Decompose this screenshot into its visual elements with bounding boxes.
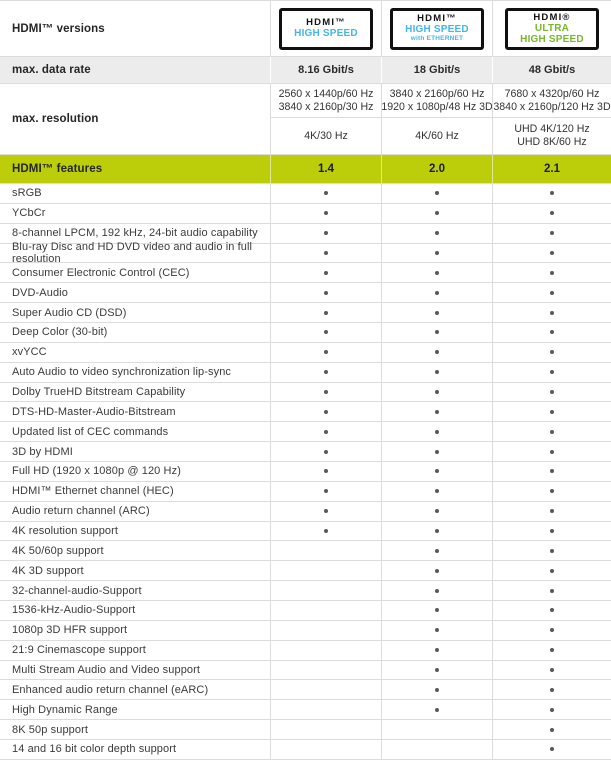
support-dot-icon <box>435 589 439 593</box>
support-cell <box>381 482 492 501</box>
table-row <box>0 680 611 700</box>
feature-label: Multi Stream Audio and Video support <box>12 664 201 677</box>
support-dot-icon <box>435 549 439 553</box>
feature-label: 4K 50/60p support <box>12 544 104 557</box>
resolution-line: 3840 x 2160p/30 Hz <box>278 100 374 113</box>
feature-label: 1080p 3D HFR support <box>12 624 128 637</box>
support-cell <box>270 402 381 421</box>
table-row <box>0 462 611 482</box>
table-row <box>0 343 611 363</box>
support-cell <box>270 323 381 342</box>
data-rate-value: 8.16 Gbit/s <box>270 57 381 83</box>
support-cell <box>381 323 492 342</box>
support-cell <box>381 263 492 282</box>
support-cell <box>381 541 492 560</box>
support-dot-icon <box>435 191 439 195</box>
table-row <box>0 383 611 403</box>
versions-label: HDMI™ versions <box>12 22 105 35</box>
support-dot-icon <box>324 350 328 354</box>
support-dot-icon <box>550 728 554 732</box>
support-cell <box>381 462 492 481</box>
table-row <box>0 720 611 740</box>
feature-label: 4K 3D support <box>12 564 84 577</box>
features-header-label: HDMI™ features <box>12 163 103 175</box>
support-cell <box>270 224 381 243</box>
resolution-line: 1920 x 1080p/48 Hz 3D <box>381 100 493 113</box>
feature-label: Full HD (1920 x 1080p @ 120 Hz) <box>12 465 181 478</box>
feature-label: 3D by HDMI <box>12 445 73 458</box>
table-row <box>0 303 611 323</box>
resolution-line: 3840 x 2160p/120 Hz 3D <box>493 100 611 113</box>
support-dot-icon <box>550 410 554 414</box>
support-dot-icon <box>435 708 439 712</box>
support-dot-icon <box>435 410 439 414</box>
feature-label: 32-channel-audio-Support <box>12 584 142 597</box>
table-row <box>0 283 611 303</box>
resolution-line: UHD 4K/120 Hz <box>514 123 590 135</box>
support-dot-icon <box>550 589 554 593</box>
resolution-cell <box>381 84 492 117</box>
support-dot-icon <box>550 291 554 295</box>
support-dot-icon <box>550 688 554 692</box>
badge-speed-label: HIGH SPEED <box>520 33 584 45</box>
support-dot-icon <box>550 191 554 195</box>
support-cell <box>492 224 611 243</box>
table-row <box>0 641 611 661</box>
hdmi-ultra-high-speed-badge <box>505 8 599 50</box>
support-cell <box>270 680 381 699</box>
support-dot-icon <box>435 291 439 295</box>
support-cell <box>381 522 492 541</box>
support-dot-icon <box>435 430 439 434</box>
support-cell <box>492 462 611 481</box>
support-cell <box>492 303 611 322</box>
resolution-cell <box>381 118 492 154</box>
support-dot-icon <box>324 390 328 394</box>
support-cell <box>381 184 492 203</box>
feature-label: Audio return channel (ARC) <box>12 505 150 518</box>
table-row <box>0 541 611 561</box>
data-rate-label: max. data rate <box>12 64 91 76</box>
support-cell <box>270 343 381 362</box>
resolution-cell <box>270 118 381 154</box>
support-dot-icon <box>324 211 328 215</box>
support-cell <box>381 343 492 362</box>
support-dot-icon <box>550 211 554 215</box>
badge-ultra-label: ULTRA <box>534 22 570 34</box>
badge-speed-label: HIGH SPEED <box>294 28 358 39</box>
support-dot-icon <box>550 390 554 394</box>
support-dot-icon <box>435 608 439 612</box>
support-cell <box>270 204 381 223</box>
support-dot-icon <box>324 430 328 434</box>
support-cell <box>492 244 611 263</box>
support-dot-icon <box>550 489 554 493</box>
support-cell <box>492 323 611 342</box>
support-dot-icon <box>550 708 554 712</box>
support-cell <box>270 462 381 481</box>
table-row <box>0 263 611 283</box>
support-cell <box>492 442 611 461</box>
resolution-line: 4K/60 Hz <box>415 129 459 142</box>
resolution-line: 4K/30 Hz <box>304 129 348 142</box>
table-row <box>0 363 611 383</box>
support-dot-icon <box>435 311 439 315</box>
support-cell <box>492 402 611 421</box>
version-number-1-4: 1.4 <box>270 155 381 183</box>
support-cell <box>492 502 611 521</box>
support-dot-icon <box>435 628 439 632</box>
support-dot-icon <box>324 291 328 295</box>
support-cell <box>492 343 611 362</box>
support-cell <box>381 502 492 521</box>
support-dot-icon <box>435 450 439 454</box>
support-dot-icon <box>550 430 554 434</box>
support-cell <box>270 661 381 680</box>
support-dot-icon <box>435 569 439 573</box>
table-row <box>0 402 611 422</box>
support-cell <box>492 700 611 719</box>
support-dot-icon <box>324 410 328 414</box>
support-cell <box>492 581 611 600</box>
support-cell <box>270 522 381 541</box>
feature-label: sRGB <box>12 187 42 200</box>
support-dot-icon <box>435 330 439 334</box>
support-cell <box>270 621 381 640</box>
data-rate-value: 48 Gbit/s <box>492 57 611 83</box>
support-cell <box>381 740 492 759</box>
support-cell <box>381 244 492 263</box>
hdmi-high-speed-ethernet-badge <box>390 8 484 50</box>
support-dot-icon <box>435 211 439 215</box>
table-row <box>0 442 611 462</box>
support-dot-icon <box>550 469 554 473</box>
feature-label: DTS-HD-Master-Audio-Bitstream <box>12 405 176 418</box>
support-cell <box>381 720 492 739</box>
feature-label: Enhanced audio return channel (eARC) <box>12 683 209 696</box>
support-cell <box>492 383 611 402</box>
table-row <box>0 601 611 621</box>
support-dot-icon <box>435 390 439 394</box>
hdmi-logo-text: HDMI™ <box>306 17 346 28</box>
support-cell <box>381 661 492 680</box>
badge-cell-hdmi-2-1 <box>492 1 611 56</box>
support-cell <box>270 581 381 600</box>
support-cell <box>381 601 492 620</box>
data-rate-value: 18 Gbit/s <box>381 57 492 83</box>
support-dot-icon <box>550 668 554 672</box>
table-row <box>0 502 611 522</box>
support-cell <box>270 740 381 759</box>
support-dot-icon <box>324 469 328 473</box>
support-cell <box>492 482 611 501</box>
support-cell <box>381 224 492 243</box>
support-dot-icon <box>435 529 439 533</box>
support-cell <box>381 383 492 402</box>
table-row <box>0 204 611 224</box>
feature-label: 8-channel LPCM, 192 kHz, 24-bit audio capability <box>12 227 258 240</box>
badge-cell-hdmi-1-4 <box>270 1 381 56</box>
table-row <box>0 621 611 641</box>
support-dot-icon <box>435 370 439 374</box>
support-dot-icon <box>435 668 439 672</box>
resolution-row <box>0 84 611 155</box>
support-cell <box>270 184 381 203</box>
resolution-primary-subrow <box>270 84 611 118</box>
support-dot-icon <box>435 231 439 235</box>
resolution-cell <box>270 84 381 117</box>
support-cell <box>492 561 611 580</box>
resolution-line: UHD 8K/60 Hz <box>517 136 587 148</box>
support-dot-icon <box>550 569 554 573</box>
support-cell <box>270 422 381 441</box>
support-dot-icon <box>550 648 554 652</box>
table-row <box>0 482 611 502</box>
feature-label: Updated list of CEC commands <box>12 425 169 438</box>
feature-label: DVD-Audio <box>12 286 68 299</box>
features-body <box>0 184 611 760</box>
support-cell <box>492 641 611 660</box>
support-dot-icon <box>324 251 328 255</box>
support-cell <box>381 402 492 421</box>
support-dot-icon <box>324 191 328 195</box>
version-number-2-0: 2.0 <box>381 155 492 183</box>
support-cell <box>492 680 611 699</box>
support-cell <box>381 641 492 660</box>
table-row <box>0 323 611 343</box>
support-cell <box>492 363 611 382</box>
support-dot-icon <box>324 370 328 374</box>
feature-label: HDMI™ Ethernet channel (HEC) <box>12 485 174 498</box>
table-row <box>0 561 611 581</box>
support-dot-icon <box>550 231 554 235</box>
feature-label: 8K 50p support <box>12 723 89 736</box>
support-cell <box>270 502 381 521</box>
support-dot-icon <box>324 231 328 235</box>
support-dot-icon <box>550 529 554 533</box>
support-cell <box>492 204 611 223</box>
feature-label: xvYCC <box>12 346 47 359</box>
support-cell <box>381 700 492 719</box>
support-dot-icon <box>550 370 554 374</box>
support-dot-icon <box>550 608 554 612</box>
data-rate-row <box>0 57 611 84</box>
support-cell <box>492 184 611 203</box>
support-cell <box>270 700 381 719</box>
support-cell <box>270 363 381 382</box>
support-dot-icon <box>550 450 554 454</box>
support-cell <box>381 204 492 223</box>
support-cell <box>381 422 492 441</box>
table-row <box>0 661 611 681</box>
support-cell <box>381 363 492 382</box>
resolution-cell <box>492 84 611 117</box>
resolution-line: 7680 x 4320p/60 Hz <box>504 87 600 100</box>
feature-label: Deep Color (30-bit) <box>12 326 108 339</box>
support-cell <box>381 283 492 302</box>
feature-label: YCbCr <box>12 207 46 220</box>
support-dot-icon <box>435 688 439 692</box>
hdmi-logo-text: HDMI™ <box>417 13 457 24</box>
features-header-row <box>0 155 611 184</box>
feature-label: Dolby TrueHD Bitstream Capability <box>12 386 186 399</box>
resolution-secondary-subrow <box>270 118 611 154</box>
support-dot-icon <box>435 251 439 255</box>
support-cell <box>270 263 381 282</box>
support-cell <box>381 442 492 461</box>
feature-label: 4K resolution support <box>12 525 119 538</box>
support-dot-icon <box>550 549 554 553</box>
table-row <box>0 740 611 760</box>
support-cell <box>492 263 611 282</box>
support-dot-icon <box>550 330 554 334</box>
support-dot-icon <box>324 450 328 454</box>
hdmi-logo-text: HDMI® <box>533 11 571 23</box>
support-cell <box>270 641 381 660</box>
support-cell <box>270 303 381 322</box>
version-number-2-1: 2.1 <box>492 155 611 183</box>
support-dot-icon <box>550 251 554 255</box>
resolution-line: 2560 x 1440p/60 Hz <box>278 87 374 100</box>
support-cell <box>492 661 611 680</box>
support-dot-icon <box>550 271 554 275</box>
table-row <box>0 581 611 601</box>
support-dot-icon <box>550 747 554 751</box>
badge-ethernet-label: with ETHERNET <box>410 35 464 42</box>
support-dot-icon <box>550 311 554 315</box>
support-cell <box>381 581 492 600</box>
support-dot-icon <box>550 628 554 632</box>
support-cell <box>492 522 611 541</box>
feature-label: Super Audio CD (DSD) <box>12 306 127 319</box>
table-row <box>0 241 611 266</box>
support-dot-icon <box>324 271 328 275</box>
support-cell <box>270 244 381 263</box>
feature-label: 1536-kHz-Audio-Support <box>12 604 136 617</box>
support-dot-icon <box>435 509 439 513</box>
support-dot-icon <box>550 509 554 513</box>
support-dot-icon <box>435 350 439 354</box>
support-dot-icon <box>435 271 439 275</box>
resolution-line: 3840 x 2160p/60 Hz <box>389 87 485 100</box>
support-dot-icon <box>324 529 328 533</box>
support-cell <box>492 740 611 759</box>
support-cell <box>270 601 381 620</box>
support-cell <box>381 680 492 699</box>
support-cell <box>270 561 381 580</box>
support-cell <box>270 283 381 302</box>
support-dot-icon <box>324 489 328 493</box>
support-dot-icon <box>435 489 439 493</box>
badge-cell-hdmi-2-0 <box>381 1 492 56</box>
support-dot-icon <box>324 509 328 513</box>
support-cell <box>381 621 492 640</box>
feature-label: Blu-ray Disc and HD DVD video and audio in full resolution <box>12 241 253 266</box>
versions-row <box>0 1 611 57</box>
support-cell <box>381 561 492 580</box>
support-cell <box>492 601 611 620</box>
feature-label: High Dynamic Range <box>12 703 118 716</box>
feature-label: 21:9 Cinemascope support <box>12 644 146 657</box>
support-cell <box>492 422 611 441</box>
support-cell <box>492 283 611 302</box>
support-cell <box>270 720 381 739</box>
support-cell <box>492 720 611 739</box>
table-row <box>0 522 611 542</box>
support-cell <box>492 541 611 560</box>
feature-label: 14 and 16 bit color depth support <box>12 743 177 756</box>
feature-label: Consumer Electronic Control (CEC) <box>12 266 190 279</box>
hdmi-high-speed-badge <box>279 8 373 50</box>
support-cell <box>270 442 381 461</box>
support-cell <box>270 482 381 501</box>
support-cell <box>381 303 492 322</box>
support-cell <box>492 621 611 640</box>
resolution-values <box>270 84 611 154</box>
table-row <box>0 184 611 204</box>
resolution-label: max. resolution <box>12 113 99 125</box>
support-dot-icon <box>324 330 328 334</box>
support-dot-icon <box>435 648 439 652</box>
support-dot-icon <box>324 311 328 315</box>
table-row <box>0 422 611 442</box>
badge-speed-label: HIGH SPEED <box>405 24 469 35</box>
resolution-cell <box>492 118 611 154</box>
support-dot-icon <box>550 350 554 354</box>
support-cell <box>270 541 381 560</box>
support-dot-icon <box>435 469 439 473</box>
support-cell <box>270 383 381 402</box>
feature-label: Auto Audio to video synchronization lip-sync <box>12 366 232 379</box>
table-row <box>0 700 611 720</box>
